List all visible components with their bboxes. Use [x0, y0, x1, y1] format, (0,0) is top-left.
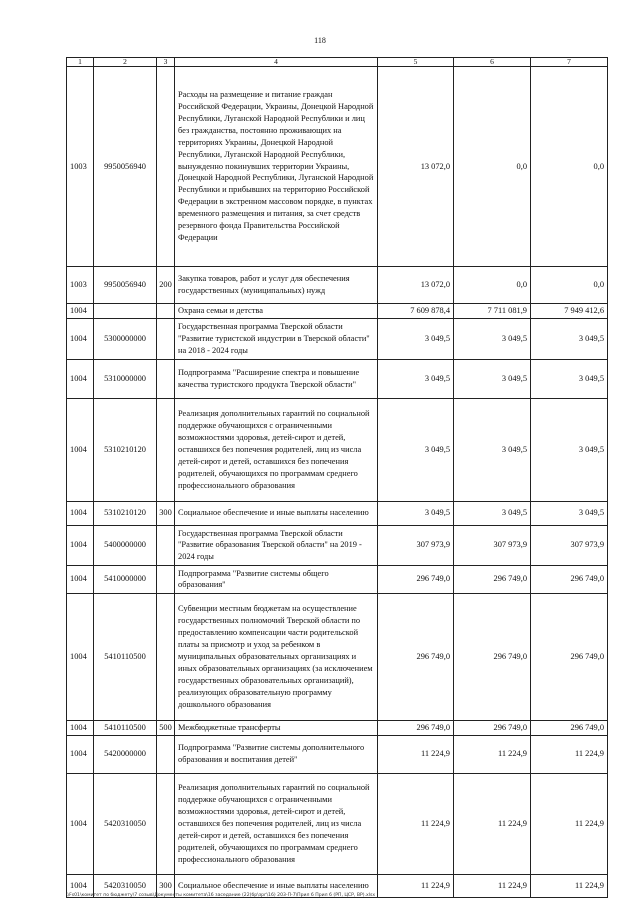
table-row	[67, 720, 608, 735]
amount-year-3: 296 749,0	[531, 565, 608, 593]
amount-year-3: 11 224,9	[531, 735, 608, 773]
table-row	[67, 773, 608, 874]
item-name: Социальное обеспечение и иные выплаты населению	[175, 874, 378, 897]
column-number: 3	[157, 58, 175, 67]
amount-year-1: 3 049,5	[378, 359, 454, 398]
amount-year-3: 7 949 412,6	[531, 304, 608, 319]
target-code: 9950056940	[94, 267, 157, 304]
section-code: 1004	[67, 720, 94, 735]
amount-year-2: 11 224,9	[454, 874, 531, 897]
expense-type-code	[157, 525, 175, 565]
column-number: 7	[531, 58, 608, 67]
amount-year-1: 296 749,0	[378, 593, 454, 720]
item-name: Закупка товаров, работ и услуг для обеспечения государственных (муниципальных) нужд	[175, 267, 378, 304]
amount-year-2: 0,0	[454, 267, 531, 304]
expense-type-code	[157, 359, 175, 398]
target-code: 5420310050	[94, 874, 157, 897]
column-number: 6	[454, 58, 531, 67]
target-code: 5310000000	[94, 359, 157, 398]
target-code: 9950056940	[94, 67, 157, 267]
column-number-row	[67, 58, 608, 67]
expense-type-code: 200	[157, 267, 175, 304]
amount-year-2: 7 711 081,9	[454, 304, 531, 319]
amount-year-3: 3 049,5	[531, 501, 608, 525]
amount-year-1: 3 049,5	[378, 398, 454, 501]
table-row	[67, 67, 608, 267]
expense-type-code	[157, 304, 175, 319]
item-name: Субвенции местным бюджетам на осуществление государственных полномочий Тверской области по предоставлению компенсации части родительской платы за присмотр и уход за ребенком в муниципальных образовательных организациях и иных образовательных организациях (за исключением государственных образовательных организаций), реализующих образовательную программу дошкольного образования	[175, 593, 378, 720]
item-name: Подпрограмма "Расширение спектра и повышение качества туристского продукта Тверской области"	[175, 359, 378, 398]
amount-year-1: 7 609 878,4	[378, 304, 454, 319]
table-row	[67, 318, 608, 359]
amount-year-2: 3 049,5	[454, 359, 531, 398]
item-name: Реализация дополнительных гарантий по социальной поддержке обучающихся с ограниченными возможностями здоровья, детей-сирот и детей, оставшихся без попечения родителей, лиц из числа детей-сирот и детей, оставшихся без попечения родителей, обучающихся по программам среднего профессионального образования	[175, 398, 378, 501]
amount-year-3: 3 049,5	[531, 318, 608, 359]
amount-year-2: 296 749,0	[454, 593, 531, 720]
amount-year-2: 3 049,5	[454, 501, 531, 525]
item-name: Охрана семьи и детства	[175, 304, 378, 319]
expense-type-code	[157, 773, 175, 874]
amount-year-2: 296 749,0	[454, 565, 531, 593]
amount-year-3: 0,0	[531, 67, 608, 267]
item-name: Реализация дополнительных гарантий по социальной поддержке обучающихся с ограниченными возможностями здоровья, детей-сирот и детей, оставшихся без попечения родителей, лиц из числа детей-сирот и детей, оставшихся без попечения родителей, обучающихся по программам среднего профессионального образования	[175, 773, 378, 874]
table-row	[67, 501, 608, 525]
table-row	[67, 267, 608, 304]
amount-year-3: 3 049,5	[531, 398, 608, 501]
target-code: 5310210120	[94, 398, 157, 501]
section-code: 1004	[67, 565, 94, 593]
target-code: 5410110500	[94, 720, 157, 735]
expense-type-code	[157, 593, 175, 720]
table-row	[67, 525, 608, 565]
item-name: Подпрограмма "Развитие системы общего образования"	[175, 565, 378, 593]
expense-type-code	[157, 735, 175, 773]
amount-year-2: 307 973,9	[454, 525, 531, 565]
amount-year-1: 3 049,5	[378, 501, 454, 525]
expense-type-code: 500	[157, 720, 175, 735]
target-code: 5420000000	[94, 735, 157, 773]
expense-type-code: 300	[157, 501, 175, 525]
target-code: 5300000000	[94, 318, 157, 359]
amount-year-1: 3 049,5	[378, 318, 454, 359]
expense-type-code	[157, 398, 175, 501]
section-code: 1004	[67, 318, 94, 359]
section-code: 1003	[67, 67, 94, 267]
expense-type-code: 300	[157, 874, 175, 897]
section-code: 1004	[67, 304, 94, 319]
item-name: Государственная программа Тверской области "Развитие туристской индустрии в Тверской области" на 2018 - 2024 годы	[175, 318, 378, 359]
column-number: 2	[94, 58, 157, 67]
amount-year-1: 307 973,9	[378, 525, 454, 565]
amount-year-1: 13 072,0	[378, 67, 454, 267]
target-code: 5410110500	[94, 593, 157, 720]
expense-type-code	[157, 318, 175, 359]
expense-type-code	[157, 565, 175, 593]
amount-year-1: 13 072,0	[378, 267, 454, 304]
amount-year-3: 3 049,5	[531, 359, 608, 398]
page-number: 118	[314, 36, 326, 45]
section-code: 1003	[67, 267, 94, 304]
amount-year-3: 11 224,9	[531, 773, 608, 874]
file-path-footer: \\Fs01\комитет по бюджету\7 созыв\Документы комитета\16 заседание (22)бр\зрг\16) 203-П-7\Прил 6 Прил 6 (РП, ЦСР, ВР).xlsx	[66, 893, 376, 898]
amount-year-3: 296 749,0	[531, 720, 608, 735]
section-code: 1004	[67, 501, 94, 525]
item-name: Государственная программа Тверской области "Развитие образования Тверской области" на 2019 - 2024 годы	[175, 525, 378, 565]
amount-year-2: 296 749,0	[454, 720, 531, 735]
column-number: 5	[378, 58, 454, 67]
amount-year-3: 307 973,9	[531, 525, 608, 565]
expense-type-code	[157, 67, 175, 267]
budget-table	[66, 57, 608, 898]
amount-year-2: 11 224,9	[454, 773, 531, 874]
item-name: Расходы на размещение и питание граждан Российской Федерации, Украины, Донецкой Народной Республики, Луганской Народной Республики и лиц без гражданства, постоянно проживающих на территориях Украины, Донецкой Народной Республики, Луганской Народной Республики, вынужденно покинувших территории Украины, Донецкой Народной Республики, Луганской Народной Республики и прибывших на территорию Российской Федерации в экстренном массовом порядке, в пунктах временного размещения и питания, за счет средств резервного фонда Правительства Российской Федерации	[175, 67, 378, 267]
target-code: 5400000000	[94, 525, 157, 565]
column-number: 4	[175, 58, 378, 67]
section-code: 1004	[67, 525, 94, 565]
table-row	[67, 359, 608, 398]
table-row	[67, 735, 608, 773]
table-row	[67, 398, 608, 501]
column-number: 1	[67, 58, 94, 67]
table-row	[67, 565, 608, 593]
section-code: 1004	[67, 359, 94, 398]
target-code	[94, 304, 157, 319]
item-name: Межбюджетные трансферты	[175, 720, 378, 735]
amount-year-2: 11 224,9	[454, 735, 531, 773]
amount-year-1: 11 224,9	[378, 874, 454, 897]
amount-year-2: 0,0	[454, 67, 531, 267]
amount-year-3: 296 749,0	[531, 593, 608, 720]
target-code: 5410000000	[94, 565, 157, 593]
section-code: 1004	[67, 735, 94, 773]
section-code: 1004	[67, 773, 94, 874]
amount-year-3: 11 224,9	[531, 874, 608, 897]
amount-year-1: 296 749,0	[378, 720, 454, 735]
table-row	[67, 593, 608, 720]
item-name: Социальное обеспечение и иные выплаты населению	[175, 501, 378, 525]
amount-year-1: 11 224,9	[378, 735, 454, 773]
item-name: Подпрограмма "Развитие системы дополнительного образования и воспитания детей"	[175, 735, 378, 773]
section-code: 1004	[67, 874, 94, 897]
amount-year-3: 0,0	[531, 267, 608, 304]
amount-year-1: 296 749,0	[378, 565, 454, 593]
amount-year-2: 3 049,5	[454, 318, 531, 359]
amount-year-2: 3 049,5	[454, 398, 531, 501]
section-code: 1004	[67, 398, 94, 501]
target-code: 5310210120	[94, 501, 157, 525]
section-code: 1004	[67, 593, 94, 720]
table-row	[67, 304, 608, 319]
amount-year-1: 11 224,9	[378, 773, 454, 874]
target-code: 5420310050	[94, 773, 157, 874]
